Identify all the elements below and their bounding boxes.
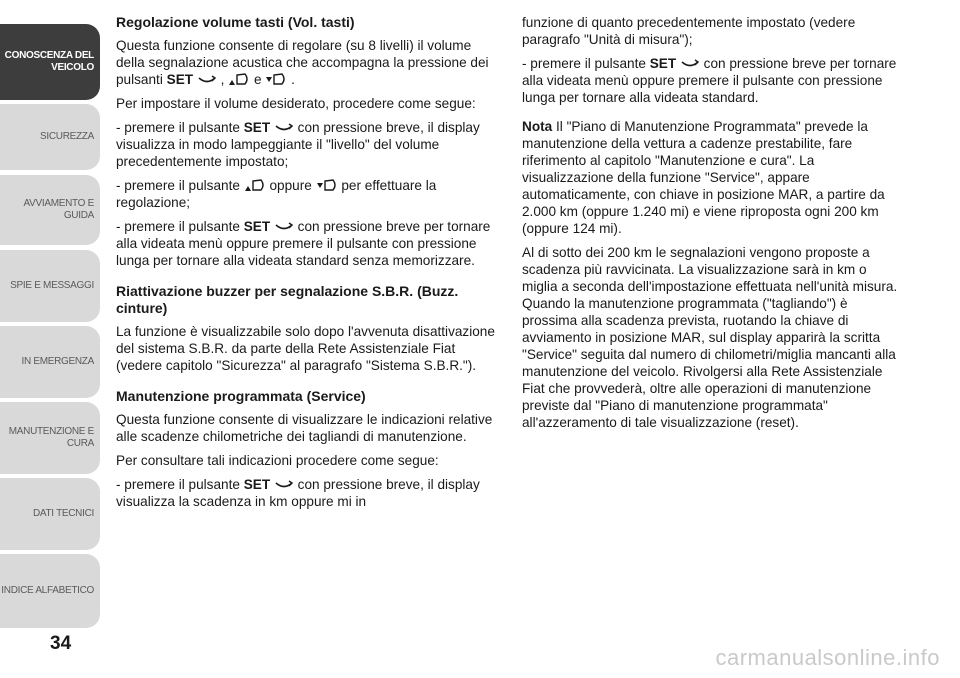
up-arrow-button-icon xyxy=(228,73,250,86)
heading-volume-tasti: Regolazione volume tasti (Vol. tasti) xyxy=(116,14,355,30)
tab-avviamento-e-guida[interactable]: AVVIAMENTO E GUIDA xyxy=(0,175,100,245)
paragraph-step-3: - premere il pulsante SET con pressione breve per tornare alla videata menù oppure premere il pulsante con pressione lunga per tornare alla videata standard senza memorizzare. xyxy=(116,219,491,268)
down-arrow-button-icon xyxy=(316,179,338,192)
heading-buzzer: Riattivazione buzzer per segnalazione S.B.R. (Buzz. cinture) xyxy=(116,283,459,316)
tab-spie-e-messaggi[interactable]: SPIE E MESSAGGI xyxy=(0,250,100,322)
tab-conoscenza-del-veicolo[interactable]: CONOSCENZA DEL VEICOLO xyxy=(0,24,100,100)
tab-manutenzione-e-cura[interactable]: MANUTENZIONE E CURA xyxy=(0,402,100,474)
set-button-icon xyxy=(274,480,294,490)
set-keyword: SET xyxy=(166,72,194,87)
set-keyword: SET xyxy=(243,477,271,492)
set-keyword: SET xyxy=(649,56,677,71)
paragraph-step-2: - premere il pulsante oppure per effettuare la regolazione; xyxy=(116,178,437,210)
paragraph-step-1: - premere il pulsante SET con pressione breve, il display visualizza in modo lampeggiante il "livello" del volume precedentemente impostato; xyxy=(116,120,480,169)
paragraph-buzzer: La funzione è visualizzabile solo dopo l'avvenuta disattivazione del sistema S.B.R. da parte della Rete Assistenziale Fiat (vedere capitolo "Sicurezza" al paragrafo "Sistema S.B.R."). xyxy=(116,324,495,373)
up-arrow-button-icon xyxy=(244,179,266,192)
tab-sicurezza[interactable]: SICUREZZA xyxy=(0,104,100,170)
nota-label: Nota xyxy=(522,119,553,134)
set-button-icon xyxy=(680,59,700,69)
paragraph-service-details: Al di sotto dei 200 km le segnalazioni vengono proposte a scadenza più ravvicinata. La visualizzazione sarà in km o miglia a seconda dell'impostazione effettuata nell'unità misura. Quando la manutenzione programmata ("tagliando") è prossima alla scadenza prevista, ruotando la chiave di avviamento in posizione MAR, sul display apparirà la scritta "Service" seguita dal numero di chilometri/miglia mancanti alla manutenzione del veicolo. Rivolgersi alla Rete Assistenziale Fiat che provvederà, oltre alle operazioni di manutenzione previste dal "Piano di manutenzione programmata" all'azzeramento di tale visualizzazione (reset). xyxy=(522,245,898,430)
page-number: 34 xyxy=(50,633,72,654)
paragraph-service-procedure: Per consultare tali indicazioni procedere come segue: xyxy=(116,453,439,468)
paragraph-service-step-1: - premere il pulsante SET con pressione breve, il display visualizza la scadenza in km oppure mi in xyxy=(116,477,480,509)
set-keyword: SET xyxy=(243,219,271,234)
right-column xyxy=(522,14,904,438)
paragraph-continuation: funzione di quanto precedentemente impostato (vedere paragrafo "Unità di misura"); xyxy=(522,15,856,47)
tab-indice-alfabetico[interactable]: INDICE ALFABETICO xyxy=(0,554,100,628)
watermark: carmanualsonline.info xyxy=(715,645,940,670)
paragraph-service-intro: Questa funzione consente di visualizzare le indicazioni relative alle scadenze chilometriche dei tagliandi di manutenzione. xyxy=(116,412,493,444)
set-button-icon xyxy=(274,222,294,232)
heading-service: Manutenzione programmata (Service) xyxy=(116,388,366,404)
tab-in-emergenza[interactable]: IN EMERGENZA xyxy=(0,326,100,398)
paragraph-service-step-2: - premere il pulsante SET con pressione breve per tornare alla videata menù oppure premere il pulsante con pressione lunga per tornare alla videata standard. xyxy=(522,56,897,105)
set-button-icon xyxy=(274,123,294,133)
paragraph-nota: Nota Il "Piano di Manutenzione Programmata" prevede la manutenzione della vettura a cadenze prestabilite, fare riferimento al capitolo "Manutenzione e cura". La visualizzazione della funzione "Service", appare automaticamente, con chiave in posizione MAR, a partire da 2.000 km (oppure 1.240 mi) e viene riproposta ogni 200 km (oppure 124 mi). xyxy=(522,119,885,236)
set-keyword: SET xyxy=(243,120,271,135)
set-button-icon xyxy=(197,75,217,85)
chapter-sidebar xyxy=(0,0,103,678)
paragraph-volume-intro: Questa funzione consente di regolare (su 8 livelli) il volume della segnalazione acustica che accompagna la pressione dei pulsanti SET , e . xyxy=(116,38,489,87)
left-column xyxy=(116,14,498,517)
tab-dati-tecnici[interactable]: DATI TECNICI xyxy=(0,478,100,550)
paragraph-procedure: Per impostare il volume desiderato, procedere come segue: xyxy=(116,96,476,111)
down-arrow-button-icon xyxy=(265,73,287,86)
